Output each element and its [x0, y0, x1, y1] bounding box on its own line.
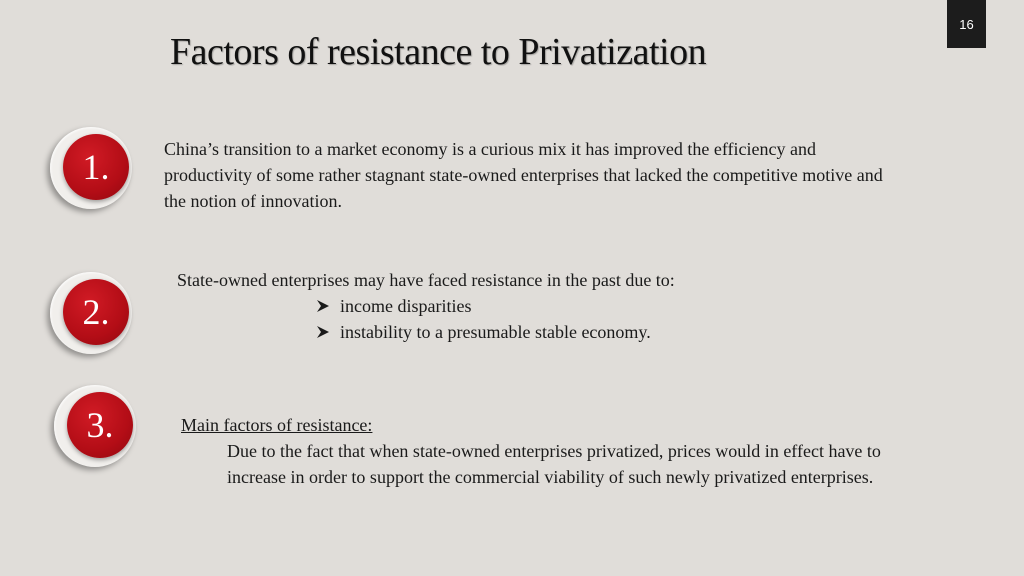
item-2-intro: State-owned enterprises may have faced resistance in the past due to:	[177, 270, 675, 290]
bullet-text: income disparities	[340, 296, 472, 316]
bullet-text: instability to a presumable stable economy.	[340, 322, 651, 342]
list-item	[316, 319, 816, 345]
arrowhead-bullet-icon	[316, 299, 330, 313]
item-1-text: China’s transition to a market economy is a curious mix it has improved the efficiency and productivity of some rather stagnant state-owned enterprises that lacked the competitive motive and the notion of innovation.	[164, 139, 883, 211]
list-item	[316, 293, 816, 319]
number-badge-1	[50, 127, 132, 209]
item-2-bullet-list	[316, 293, 816, 345]
item-3-text: Due to the fact that when state-owned enterprises privatized, prices would in effect have to increase in order to support the commercial viability of such newly privatized enterprises.	[227, 441, 881, 487]
sub-heading: Main factors of resistance:	[181, 415, 373, 435]
item-3-heading	[181, 412, 581, 438]
arrowhead-bullet-icon	[316, 325, 330, 339]
slide-title: Factors of resistance to Privatization	[170, 31, 707, 73]
badge-number: 1.	[63, 134, 129, 200]
page-number: 16	[947, 0, 986, 48]
number-badge-2	[50, 272, 132, 354]
badge-number: 2.	[63, 279, 129, 345]
number-badge-3	[54, 385, 136, 467]
badge-number: 3.	[67, 392, 133, 458]
